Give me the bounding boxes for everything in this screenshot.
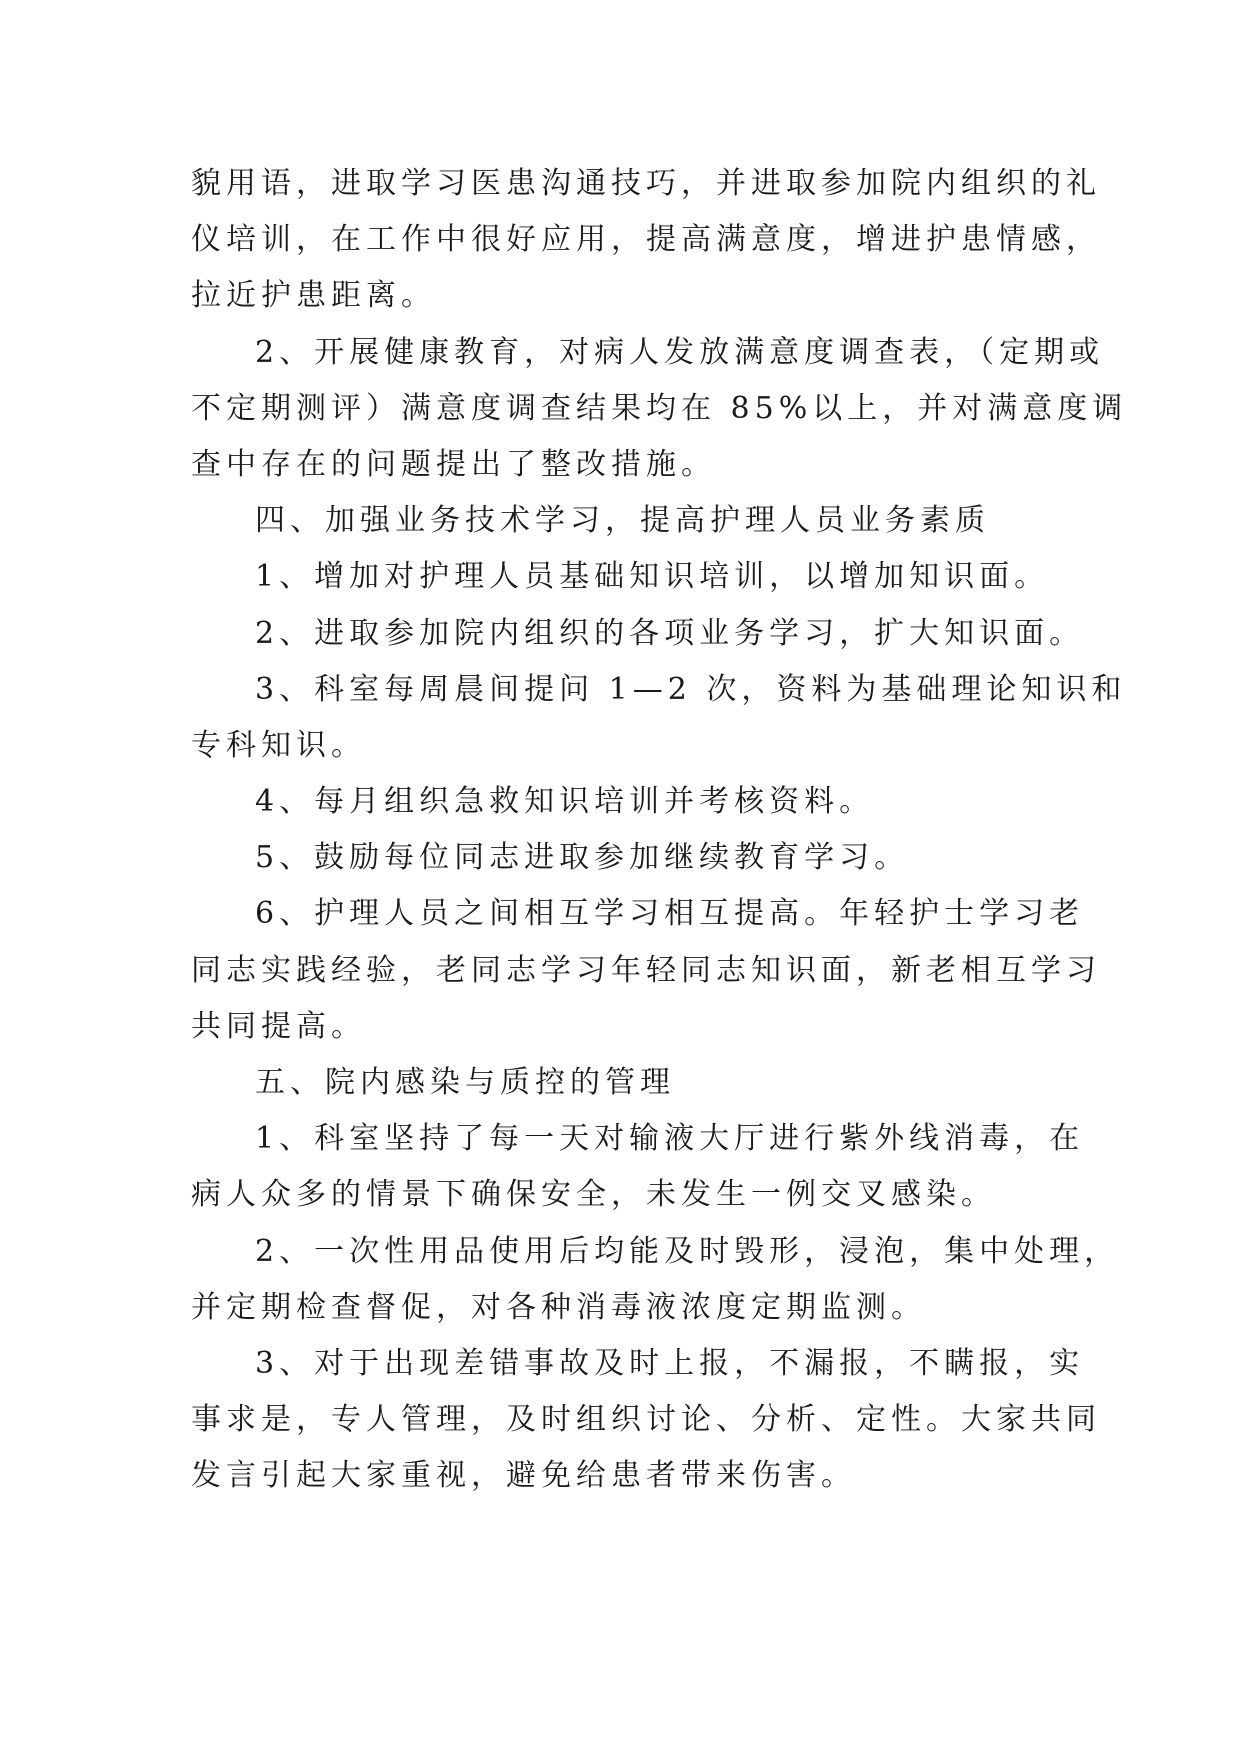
paragraph-start-line: 2、进取参加院内组织的各项业务学习，扩大知识面。 [255, 615, 1085, 651]
text-line: 仪培训，在工作中很好应用，提高满意度，增进护患情感， [191, 222, 1101, 258]
text-line: 貌用语，进取学习医患沟通技巧，并进取参加院内组织的礼 [191, 166, 1101, 201]
paragraph-start-line: 3、科室每周晨间提问 1—2 次，资料为基础理论知识和 [255, 671, 1127, 707]
document-body [191, 156, 1128, 1505]
paragraph-start-line: 6、护理人员之间相互学习相互提高。年轻护士学习老 [255, 896, 1085, 932]
text-line: 发言引起大家重视，避免给患者带来伤害。 [191, 1458, 856, 1494]
paragraph-start-line: 2、一次性用品使用后均能及时毁形，浸泡，集中处理， [255, 1233, 1120, 1269]
section-heading: 四、加强业务技术学习，提高护理人员业务素质 [255, 503, 990, 539]
paragraph-start-line: 5、鼓励每位同志进取参加继续教育学习。 [255, 840, 910, 876]
paragraph-start-line: 1、科室坚持了每一天对输液大厅进行紫外线消毒，在 [255, 1121, 1085, 1157]
text-line: 拉近护患距离。 [191, 278, 436, 314]
text-line: 专科知识。 [191, 727, 366, 763]
text-line: 同志实践经验，老同志学习年轻同志知识面，新老相互学习 [191, 952, 1101, 988]
paragraph-start-line: 1、增加对护理人员基础知识培训，以增加知识面。 [255, 559, 1050, 595]
paragraph-start-line: 3、对于出现差错事故及时上报，不漏报，不瞒报，实 [255, 1345, 1085, 1381]
text-line: 并定期检查督促，对各种消毒液浓度定期监测。 [191, 1289, 926, 1325]
text-line: 不定期测评）满意度调查结果均在 85%以上，并对满意度调 [191, 390, 1128, 426]
text-line: 事求是，专人管理，及时组织讨论、分析、定性。大家共同 [191, 1402, 1101, 1438]
paragraph-start-line: 4、每月组织急救知识培训并考核资料。 [255, 784, 875, 820]
text-line: 共同提高。 [191, 1008, 366, 1044]
paragraph-start-line: 2、开展健康教育，对病人发放满意度调查表，（定期或 [255, 334, 1105, 370]
text-line: 查中存在的问题提出了整改措施。 [191, 446, 716, 482]
text-line: 病人众多的情景下确保安全，未发生一例交叉感染。 [191, 1177, 996, 1213]
section-heading: 五、院内感染与质控的管理 [255, 1065, 675, 1100]
